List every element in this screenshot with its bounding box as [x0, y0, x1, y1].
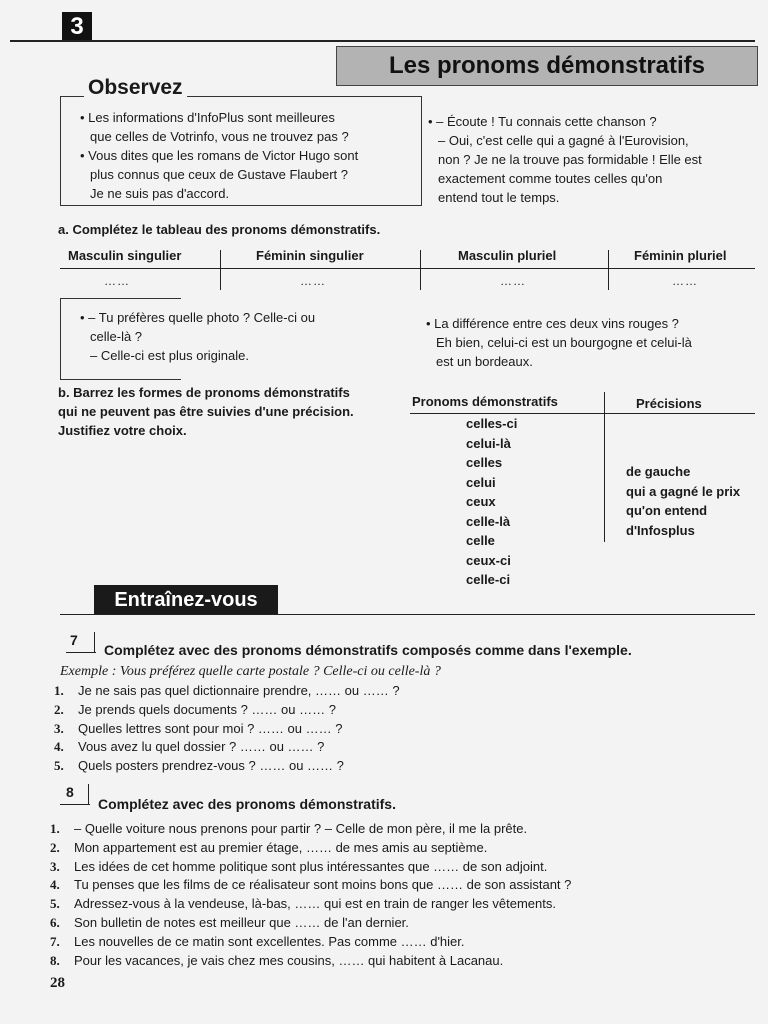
pronom-item: celle-ci [466, 572, 511, 587]
pronom-item: celles-ci [466, 416, 518, 431]
item-text: – Quelle voiture nous prenons pour partir ? – Celle de mon père, il me la prête. [74, 821, 528, 836]
precisions-list [626, 462, 740, 540]
table-a-rule [60, 268, 755, 269]
item-number: 4. [50, 877, 60, 893]
table-a-divider [420, 250, 421, 290]
list-item [50, 952, 750, 971]
title-banner [336, 46, 758, 86]
table-a-divider [220, 250, 221, 290]
table-a-divider [608, 250, 609, 290]
entrainez-rule [60, 614, 755, 615]
instruction-line: qui ne peuvent pas être suivies d'une précision. [58, 404, 354, 419]
example-line: est un bordeaux. [436, 354, 533, 369]
instruction-line: b. Barrez les formes de pronoms démonstratifs [58, 385, 350, 400]
observe-line: – Oui, c'est celle qui a gagné à l'Eurovision, [438, 133, 689, 148]
pronom-item: ceux-ci [466, 552, 511, 568]
observe-line: • – Écoute ! Tu connais cette chanson ? [428, 114, 657, 129]
table-b-rule [410, 413, 755, 414]
observe-line: entend tout le temps. [438, 190, 560, 205]
item-text: Les nouvelles de ce matin sont excellentes. Pas comme …… d'hier. [74, 933, 465, 949]
precision-item: de gauche [626, 464, 691, 479]
list-item [54, 738, 654, 757]
header-fem-sing: Féminin singulier [256, 248, 364, 263]
observez-title: Observez [84, 76, 187, 100]
list-item [54, 701, 654, 720]
exercise-7-number-rule [94, 632, 95, 652]
item-number: 3. [54, 720, 64, 736]
observe-line: • Les informations d'InfoPlus sont meilleures [80, 110, 335, 125]
chapter-badge: 3 [62, 12, 92, 42]
example-line: – Celle-ci est plus originale. [90, 348, 249, 363]
list-item [50, 820, 750, 839]
item-text: Pour les vacances, je vais chez mes cousins, …… qui habitent à Lacanau. [74, 952, 504, 968]
list-item [50, 839, 750, 858]
exercise-7-number-rule [66, 652, 96, 653]
precision-item: qu'on entend [626, 503, 708, 518]
page-number: 28 [50, 975, 65, 991]
pronom-item: celle [466, 533, 495, 548]
list-item [54, 682, 654, 701]
precision-item: d'Infosplus [626, 522, 695, 538]
exercise-8-number: 8 [66, 784, 74, 800]
list-item [50, 895, 750, 914]
item-text: Je prends quels documents ? …… ou …… ? [78, 701, 336, 717]
list-item [50, 933, 750, 952]
item-text: Tu penses que les films de ce réalisateur sont moins bons que …… de son assistant ? [74, 877, 572, 893]
list-item [54, 720, 654, 739]
pronom-item: celle-là [466, 513, 511, 529]
item-number: 1. [54, 683, 64, 698]
exercise-8-list [50, 820, 750, 970]
exercise-8-number-rule [88, 784, 89, 804]
item-number: 4. [54, 739, 64, 755]
list-item [50, 876, 750, 895]
list-item [50, 858, 750, 877]
item-text: Je ne sais pas quel dictionnaire prendre, …… ou …… ? [78, 683, 400, 698]
precision-item: qui a gagné le prix [626, 483, 741, 499]
exercise-7-instruction: Complétez avec des pronoms démonstratifs composés comme dans l'exemple. [104, 642, 632, 658]
example-right-text [426, 314, 756, 371]
exercise-8-number-rule [60, 804, 90, 805]
header-fem-plur: Féminin pluriel [634, 248, 727, 263]
exercise-7-list [54, 682, 654, 776]
pronom-item: celles [466, 455, 503, 470]
item-text: Les idées de cet homme politique sont plus intéressantes que …… de son adjoint. [74, 858, 548, 874]
blank-cell: …… [672, 274, 698, 288]
observe-right-text [428, 112, 758, 207]
exercise-8-instruction: Complétez avec des pronoms démonstratifs. [98, 796, 396, 812]
pronom-item: celui [466, 474, 496, 490]
pronom-item: ceux [466, 494, 496, 509]
table-b-divider [604, 392, 605, 542]
item-number: 5. [50, 896, 60, 912]
col-precisions-header: Précisions [636, 396, 702, 411]
blank-cell: …… [500, 274, 526, 288]
example-line: celle-là ? [90, 329, 143, 344]
observe-line: non ? Je ne la trouve pas formidable ! Elle est [438, 152, 702, 167]
example-left-text [80, 308, 420, 365]
blank-cell: …… [104, 274, 130, 288]
pronoms-list [466, 414, 517, 590]
observe-line: plus connus que ceux de Gustave Flaubert ? [90, 167, 348, 182]
observe-line: que celles de Votrinfo, vous ne trouvez pas ? [90, 129, 349, 144]
instruction-line: Justifiez votre choix. [58, 423, 187, 438]
example-line: Eh bien, celui-ci est un bourgogne et celui-là [436, 335, 692, 350]
item-number: 3. [50, 858, 60, 874]
item-number: 7. [50, 933, 60, 949]
item-number: 5. [54, 758, 64, 774]
header-masc-plur: Masculin pluriel [458, 248, 557, 263]
item-text: Quelles lettres sont pour moi ? …… ou …… ? [78, 720, 343, 736]
entrainez-banner: Entraînez-vous [94, 585, 278, 615]
item-text: Adressez-vous à la vendeuse, là-bas, …… qui est en train de ranger les vêtements. [74, 896, 556, 912]
item-text: Quels posters prendrez-vous ? …… ou …… ? [78, 758, 344, 774]
exercise-7-example: Exemple : Vous préférez quelle carte postale ? Celle-ci ou celle-là ? [60, 664, 441, 679]
observe-line: • Vous dites que les romans de Victor Hugo sont [80, 148, 359, 163]
observe-left-text [80, 108, 410, 203]
col-pronoms-header: Pronoms démonstratifs [412, 394, 558, 409]
section-b-instruction [58, 383, 398, 440]
example-line: • La différence entre ces deux vins rouges ? [426, 316, 679, 331]
section-a-instruction: a. Complétez le tableau des pronoms démonstratifs. [58, 222, 381, 237]
item-text: Son bulletin de notes est meilleur que …… de l'an dernier. [74, 914, 409, 930]
blank-cell: …… [300, 274, 326, 288]
page-title: Les pronoms démonstratifs [388, 52, 706, 79]
item-number: 2. [50, 839, 60, 855]
list-item [50, 914, 750, 933]
item-number: 2. [54, 701, 64, 717]
observe-line: Je ne suis pas d'accord. [90, 186, 230, 201]
item-number: 1. [50, 821, 60, 836]
exercise-7-number: 7 [70, 632, 78, 648]
header-masc-sing: Masculin singulier [68, 248, 182, 263]
list-item [54, 757, 654, 776]
item-text: Mon appartement est au premier étage, …… de mes amis au septième. [74, 839, 488, 855]
example-line: • – Tu préfères quelle photo ? Celle-ci ou [80, 310, 316, 325]
pronom-item: celui-là [466, 435, 511, 451]
item-number: 6. [50, 914, 60, 930]
item-number: 8. [50, 952, 60, 968]
item-text: Vous avez lu quel dossier ? …… ou …… ? [78, 739, 325, 755]
observe-line: exactement comme toutes celles qu'on [438, 171, 663, 186]
top-rule [10, 40, 755, 42]
